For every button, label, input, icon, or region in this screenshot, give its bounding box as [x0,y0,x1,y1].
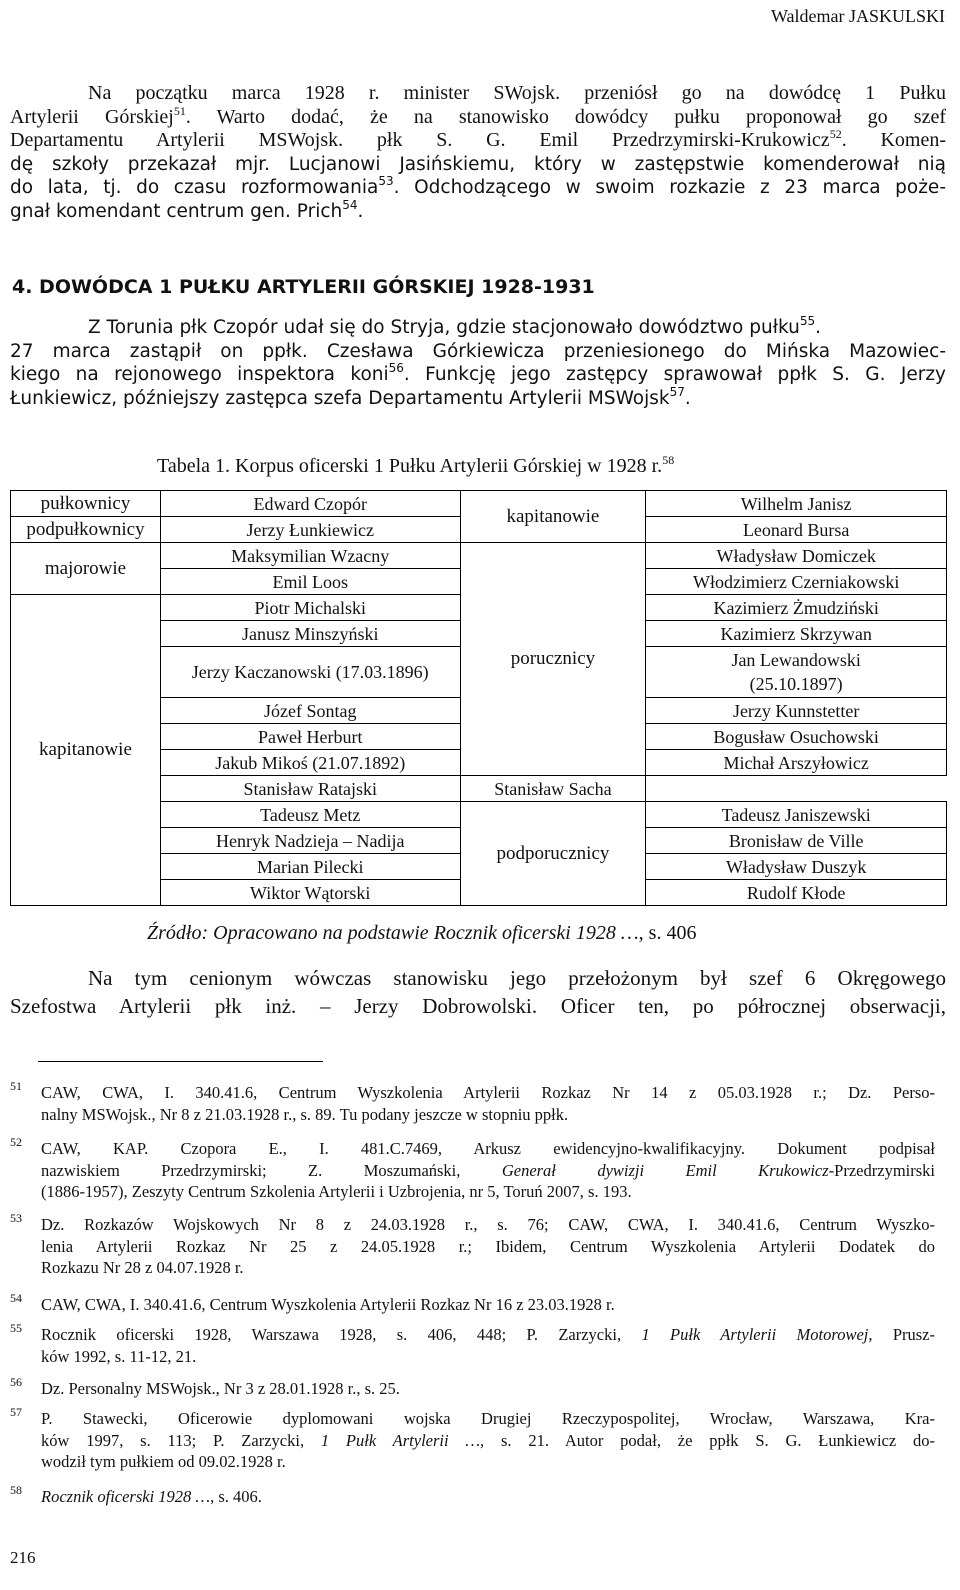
footnote-ref-58[interactable]: 58 [662,453,675,467]
section-line-4: Łunkiewicz, późniejszy zastępca szefa Departamentu Artylerii MSWojsk$^{57}$. [10,384,691,409]
intro-line-5: do lata, tj. do czasu rozformowania$^{53}$. Odchodzącego w swoim rozkazie z 23 marca poże- [10,174,946,198]
officer-name: Jakub Mikoś (21.07.1892) [160,750,460,776]
intro-line-4: dę szkoły przekazał mjr. Lucjanowi Jasińskiemu, który w zastępstwie komenderował nią [10,153,946,175]
officer-name: Bogusław Osuchowski [646,724,947,750]
officer-name: Wiktor Wątorski [160,880,460,906]
footnote-ref-52[interactable]: 52 [829,127,842,141]
rank-porucznicy: porucznicy [460,543,646,776]
officer-name: Kazimierz Żmudziński [646,595,947,621]
officer-name: Jerzy Łunkiewicz [160,517,460,543]
officer-name: Emil Loos [160,569,460,595]
section-heading: 4. DOWÓDCA 1 PUŁKU ARTYLERII GÓRSKIEJ 1928-1931 [12,276,595,298]
footnote-56: 56 Dz. Personalny MSWojsk., Nr 3 z 28.01.1928 r., s. 25. [10,1375,400,1398]
officer-name: Paweł Herburt [160,724,460,750]
rank-pulkownicy: pułkownicy [11,491,161,517]
footnote-ref-53[interactable]: 53 [378,174,394,188]
section-line-3: kiego na rejonowego inspektora koni$^{56}$. Funkcję jego zastępcy sprawował ppłk S. G. Jerzy [10,361,946,385]
officer-name: Stanisław Sacha [460,776,646,802]
rank-podpulkownicy: podpułkownicy [11,517,161,543]
officer-name: Tadeusz Janiszewski [646,802,947,828]
officer-name: Józef Sontag [160,698,460,724]
running-header: Waldemar JASKULSKI [770,6,945,26]
officer-name: Piotr Michalski [160,595,460,621]
footnote-ref-55[interactable]: 55 [799,314,816,328]
officer-name: Władysław Domiczek [646,543,947,569]
footnote-52: 52 CAW, KAP. Czopora E., I. 481.C.7469, Arkusz ewidencyjno-kwalifikacyjny. Dokument podpisał nazwiskiem Przedrzymirski; Z. Moszumański, Generał dywizji Emil Krukowicz-Przedrzymirski (1886-1957), Zeszyty Centrum Szkolenia Artylerii i Uzbrojenia, nr 5, Toruń 2007, s. 193. [10,1135,935,1201]
footnote-54: 54 CAW, CWA, I. 340.41.6, Centrum Wyszkolenia Artylerii Rozkaz Nr 16 z 23.03.1928 r. [10,1291,615,1314]
officer-name: Stanisław Ratajski [160,776,460,802]
rank-kapitanowie-right: kapitanowie [460,491,646,543]
officer-name: Rudolf Kłode [646,880,947,906]
officer-name: Edward Czopór [160,491,460,517]
officer-name: Wilhelm Janisz [646,491,947,517]
section-line-1: Z Torunia płk Czopór udał się do Stryja, gdzie stacjonowało dowództwo pułku$^{55}$. [88,314,821,338]
footnote-separator [38,1061,323,1062]
footnote-55: 55 Rocznik oficerski 1928, Warszawa 1928, s. 406, 448; P. Zarzycki, 1 Pułk Artylerii Motorowej, Prusz- ków 1992, s. 11-12, 21. [10,1321,935,1366]
rank-majorowie: majorowie [11,543,161,595]
officer-name-two-line: Jan Lewandowski (25.10.1897) [646,647,947,698]
officer-name: Marian Pilecki [160,854,460,880]
officer-name: Henryk Nadzieja – Nadija [160,828,460,854]
rank-podporucznicy: podporucznicy [460,802,646,906]
footnote-ref-51[interactable]: 51 [173,103,186,118]
page-number: 216 [10,1548,36,1567]
section-line-2: 27 marca zastąpił on ppłk. Czesława Górkiewicza przeniesionego do Mińska Mazowiec- [10,340,946,362]
footnote-57: 57 P. Stawecki, Oficerowie dyplomowani wojska Drugiej Rzeczypospolitej, Wrocław, Warszawa, Kra- ków 1997, s. 113; P. Zarzycki, 1 Pułk Artylerii …, s. 21. Autor podał, że ppłk S. G. Łunkiewicz do- wodził tym pułkiem od 09.02.1928 r. [10,1405,935,1471]
intro-paragraph [10,82,946,223]
footnote-ref-57[interactable]: 57 [669,384,685,399]
officer-name: Włodzimierz Czerniakowski [646,569,947,595]
intro-line-3: Departamentu Artylerii MSWojsk. płk S. G. Emil Przedrzymirski-Krukowicz$^{52}$. Komen- [10,127,946,151]
section-paragraph [10,316,946,410]
footnote-ref-56[interactable]: 56 [388,361,404,375]
officer-corps-table [10,490,947,906]
footnote-58: 58 Rocznik oficerski 1928 …, s. 406. [10,1483,262,1506]
footnote-51: 51 CAW, CWA, I. 340.41.6, Centrum Wyszkolenia Artylerii Rozkaz Nr 14 z 05.03.1928 r.; Dz. Perso- nalny MSWojsk., Nr 8 z 21.03.1928 r., s. 89. Tu podany jeszcze w stopniu ppłk. [10,1079,935,1124]
table-caption: Tabela 1. Korpus oficerski 1 Pułku Artylerii Górskiej w 1928 r.$^{58}$ [157,453,675,477]
closing-paragraph [10,964,946,1020]
footnote-53: 53 Dz. Rozkazów Wojskowych Nr 8 z 24.03.1928 r., s. 76; CAW, CWA, I. 340.41.6, Centrum Wyszko- lenia Artylerii Rozkaz Nr 25 z 24.05.1928 r.; Ibidem, Centrum Wyszkolenia Artylerii Dodatek do Rozkazu Nr 28 z 04.07.1928 r. [10,1211,935,1277]
officer-name: Kazimierz Skrzywan [646,621,947,647]
table-source: Źródło: Opracowano na podstawie Rocznik oficerski 1928 …, s. 406 [147,922,697,944]
officer-name: Maksymilian Wzacny [160,543,460,569]
officer-name: Leonard Bursa [646,517,947,543]
officer-name: Władysław Duszyk [646,854,947,880]
officer-name: Bronisław de Ville [646,828,947,854]
intro-line-1: Na początku marca 1928 r. minister SWojsk. przeniósł go na dowódcę 1 Pułku [88,82,946,104]
closing-line-1: Na tym cenionym wówczas stanowisku jego przełożonym był szef 6 Okręgowego [88,966,946,990]
officer-name: Janusz Minszyński [160,621,460,647]
officer-name: Tadeusz Metz [160,802,460,828]
footnote-ref-54[interactable]: 54 [342,197,358,212]
officer-name: Michał Arszyłowicz [646,750,947,776]
closing-line-2: Szefostwa Artylerii płk inż. – Jerzy Dobrowolski. Oficer ten, po półrocznej obserwacji, [10,994,946,1018]
officer-name: Jerzy Kaczanowski (17.03.1896) [160,647,460,698]
intro-line-6: gnał komendant centrum gen. Prich$^{54}$. [10,197,364,222]
intro-line-2: Artylerii Górskiej$^{51}$. Warto dodać, że na stanowisko dowódcy pułku proponował go szef [10,103,946,128]
officer-name: Jerzy Kunnstetter [646,698,947,724]
rank-kapitanowie-left: kapitanowie [11,595,161,906]
